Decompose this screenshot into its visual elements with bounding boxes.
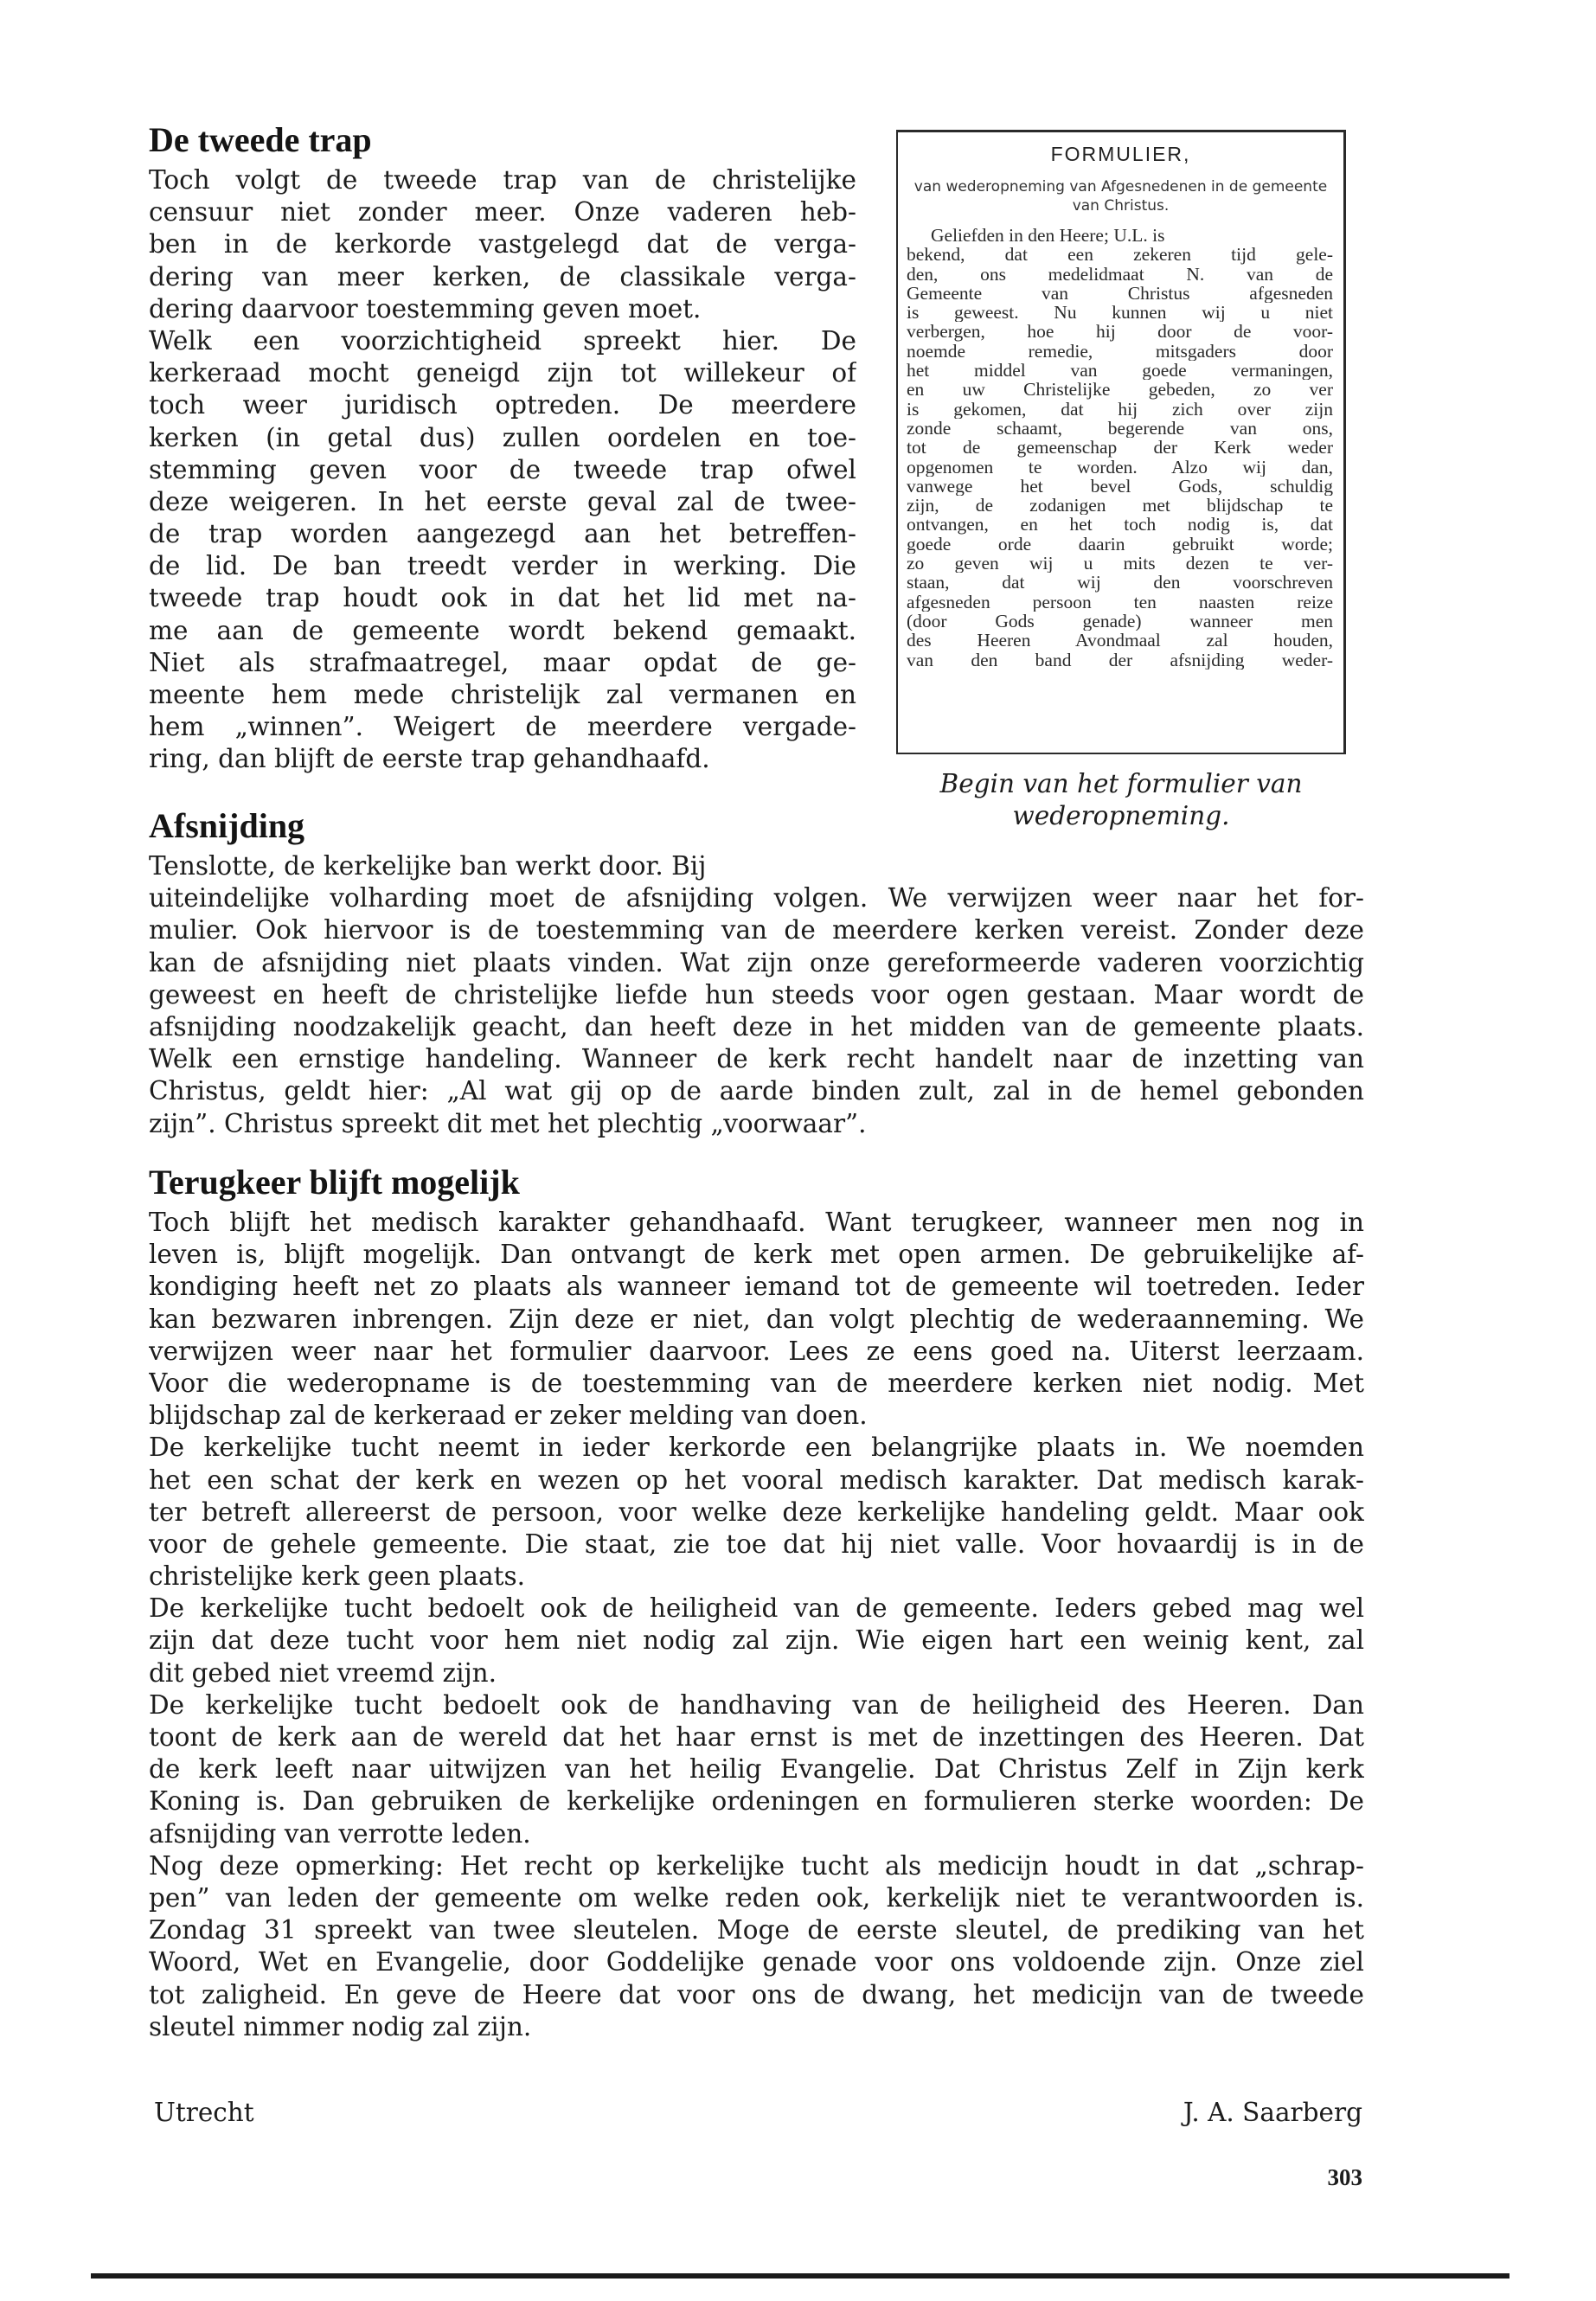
text-line: leven is, blijft mogelijk. Dan ontvangt de kerk met open armen. De gebruikelijke af- (149, 1240, 1364, 1270)
text-line: zijn dat deze tucht voor hem niet nodig zal zijn. Wie eigen hart een weinig kent, zal (149, 1625, 1364, 1656)
formulier-line: verbergen, hoe hij door de voor- (907, 322, 1333, 342)
formulier-line: Geliefden in den Heere; U.L. is (931, 226, 1165, 246)
text-line: tot zaligheid. En geve de Heere dat voor ons de dwang, het medicijn van de tweede (149, 1979, 1364, 2009)
text-line: kondiging heeft net zo plaats als wanneer iemand tot de gemeente wil toetreden. Ieder (149, 1272, 1364, 1302)
text-line: afsnijding noodzakelijk geacht, dan heeft deze in het midden van de gemeente plaats. (149, 1011, 1364, 1042)
text-line: censuur niet zonder meer. Onze vaderen heb- (149, 197, 856, 228)
formulier-line: is gekomen, dat hij zich over zijn (907, 399, 1333, 419)
bottom-rule (91, 2273, 1509, 2279)
text-line: toch weer juridisch optreden. De meerdere (149, 390, 856, 420)
footer-place: Utrecht (154, 2098, 254, 2127)
page-number: 303 (1327, 2164, 1362, 2190)
formulier-line: noemde remedie, mitsgaders door (907, 341, 1333, 362)
formulier-caption: Begin van het formulier van wederopneming. (939, 769, 1303, 830)
formulier-line: den, ons medelidmaat N. van de (907, 264, 1333, 284)
text-line: ring, dan blijft de eerste trap gehandhaafd. (149, 744, 710, 774)
text-line: verwijzen weer naar het formulier daarvoor. Lees ze eens goed na. Uiterst leerzaam. (149, 1336, 1364, 1366)
text-line: stemming geven voor de tweede trap ofwel (149, 454, 856, 484)
formulier-line: zonde schaamt, begerende van ons, (907, 418, 1333, 439)
text-line: Welk een ernstige handeling. Wanneer de kerk recht handelt naar de inzetting van (149, 1044, 1364, 1074)
text-line: Tenslotte, de kerkelijke ban werkt door. Bij (149, 851, 707, 881)
text-line: kerken (in getal dus) zullen oordelen en toe- (149, 422, 856, 452)
text-line: De kerkelijke tucht bedoelt ook de heiligheid van de gemeente. Ieders gebed mag wel (149, 1593, 1364, 1624)
formulier-line: opgenomen te worden. Alzo wij dan, (907, 457, 1333, 477)
text-line: ter betreft allereerst de persoon, voor welke deze kerkelijke handeling geldt. Maar ook (149, 1497, 1364, 1527)
text-line: voor de gehele gemeente. Die staat, zie toe dat hij niet valle. Voor hovaardij is in de (149, 1529, 1364, 1559)
formulier-line: (door Gods genade) wanneer men (907, 611, 1333, 631)
text-line: deze weigeren. In het eerste geval zal de twee- (149, 486, 856, 516)
text-line: blijdschap zal de kerkeraad er zeker melding van doen. (149, 1400, 868, 1431)
formulier-line: vanwege het bevel Gods, schuldig (907, 476, 1333, 497)
text-line: kan de afsnijding niet plaats vinden. Wat zijn onze gereformeerde vaderen voorzichtig (149, 947, 1364, 977)
text-line: dit gebed niet vreemd zijn. (149, 1657, 497, 1688)
text-line: uiteindelijke volharding moet de afsnijding volgen. We verwijzen weer naar het for- (149, 883, 1364, 913)
formulier-line: is geweest. Nu kunnen wij u niet (907, 303, 1333, 323)
formulier-line: des Heeren Avondmaal zal houden, (907, 631, 1333, 651)
text-line: het een schat der kerk en wezen op het vooral medisch karakter. Dat medisch karak- (149, 1465, 1364, 1495)
text-line: kerkeraad mocht geneigd zijn tot willekeur of (149, 358, 856, 388)
text-line: de trap worden aangezegd aan het betreffen- (149, 519, 856, 549)
text-line: Koning is. Dan gebruiken de kerkelijke ordeningen en formulieren sterke woorden: De (149, 1786, 1364, 1817)
section-body-terugkeer (149, 1207, 1364, 2043)
text-line: christelijke kerk geen plaats. (149, 1561, 525, 1592)
formulier-line: Gemeente van Christus afgesneden (907, 283, 1333, 304)
footer-author: J. A. Saarberg (1183, 2098, 1362, 2127)
text-line: Zondag 31 spreekt van twee sleutelen. Moge de eerste sleutel, de prediking van het (149, 1915, 1364, 1945)
formulier-line: zijn, de zodanigen met blijdschap te (907, 496, 1333, 516)
text-line: mulier. Ook hiervoor is de toestemming van de meerdere kerken vereist. Zonder deze (149, 915, 1364, 945)
text-line: Woord, Wet en Evangelie, door Goddelijke genade voor ons voldoende zijn. Onze ziel (149, 1947, 1364, 1977)
formulier-line: het middel van goede vermaningen, (907, 361, 1333, 381)
text-line: zijn”. Christus spreekt dit met het plechtig „voorwaar”. (149, 1108, 867, 1138)
text-line: me aan de gemeente wordt bekend gemaakt. (149, 615, 856, 645)
formulier-line: en uw Christelijke gebeden, zo ver (907, 380, 1333, 400)
formulier-line: van den band der afsnijding weder- (907, 650, 1333, 670)
text-line: de lid. De ban treedt verder in werking. Die (149, 551, 856, 581)
section-heading-terugkeer: Terugkeer blijft mogelijk (149, 1163, 520, 1202)
text-line: Niet als strafmaatregel, maar opdat de ge- (149, 647, 856, 677)
formulier-title: FORMULIER, (1050, 143, 1191, 165)
text-line: Toch blijft het medisch karakter gehandhaafd. Want terugkeer, wanneer men nog in (149, 1208, 1364, 1237)
text-line: dering van meer kerken, de classikale verga- (149, 261, 856, 292)
formulier-line: zo geven wij u mits dezen te ver- (907, 554, 1333, 574)
text-line: sleutel nimmer nodig zal zijn. (149, 2011, 532, 2041)
text-line: De kerkelijke tucht bedoelt ook de handhaving van de heiligheid des Heeren. Dan (149, 1689, 1364, 1720)
formulier-box (896, 130, 1346, 754)
formulier-subtitle: van wederopneming van Afgesnedenen in de gemeente van Christus. (913, 178, 1328, 215)
text-line: dering daarvoor toestemming geven moet. (149, 293, 702, 324)
formulier-line: bekend, dat een zekeren tijd gele- (907, 245, 1333, 265)
text-line: toont de kerk aan de wereld dat het haar ernst is met de inzettingen des Heeren. Dat (149, 1722, 1364, 1752)
formulier-line: ontvangen, en het toch nodig is, dat (907, 515, 1333, 535)
section-body-tweede-trap (149, 164, 856, 776)
text-line: Nog deze opmerking: Het recht op kerkelijke tucht als medicijn houdt in dat „schrap- (149, 1850, 1364, 1881)
text-line: geweest en heeft de christelijke liefde hun steeds voor ogen gestaan. Maar wordt de (149, 979, 1364, 1009)
text-line: hem „winnen”. Weigert de meerdere vergade- (149, 712, 856, 742)
formulier-line: tot de gemeenschap der Kerk weder (907, 438, 1333, 458)
text-line: pen” van leden der gemeente om welke reden ook, kerkelijk niet te verantwoorden is. (149, 1882, 1364, 1913)
text-line: Toch volgt de tweede trap van de christelijke (149, 165, 856, 195)
formulier-body (907, 226, 1333, 670)
text-line: meente hem mede christelijk zal vermanen en (149, 680, 856, 709)
text-line: ben in de kerkorde vastgelegd dat de verga- (149, 229, 856, 260)
section-heading-tweede-trap: De tweede trap (149, 120, 372, 159)
text-line: tweede trap houdt ook in dat het lid met na- (149, 583, 856, 613)
text-line: de kerk leeft naar uitwijzen van het heilig Evangelie. Dat Christus Zelf in Zijn kerk (149, 1754, 1364, 1785)
text-line: Voor die wederopname is de toestemming van de meerdere kerken niet nodig. Met (149, 1368, 1364, 1398)
section-heading-afsnijding: Afsnijding (149, 806, 305, 845)
text-line: Welk een voorzichtigheid spreekt hier. De (149, 325, 856, 356)
formulier-line: staan, dat wij den voorschreven (907, 573, 1333, 593)
formulier-line: goede orde daarin gebruikt worde; (907, 534, 1333, 554)
text-line: Christus, geldt hier: „Al wat gij op de aarde binden zult, zal in de hemel gebonden (149, 1076, 1364, 1106)
formulier-line: afgesneden persoon ten naasten reize (907, 592, 1333, 612)
text-line: De kerkelijke tucht neemt in ieder kerkorde een belangrijke plaats in. We noemden (149, 1433, 1364, 1463)
text-line: afsnijding van verrotte leden. (149, 1818, 531, 1849)
section-body-afsnijding-intro (149, 850, 1364, 1140)
text-line: kan bezwaren inbrengen. Zijn deze er niet, dan volgt plechtig de wederaanneming. We (149, 1304, 1364, 1334)
